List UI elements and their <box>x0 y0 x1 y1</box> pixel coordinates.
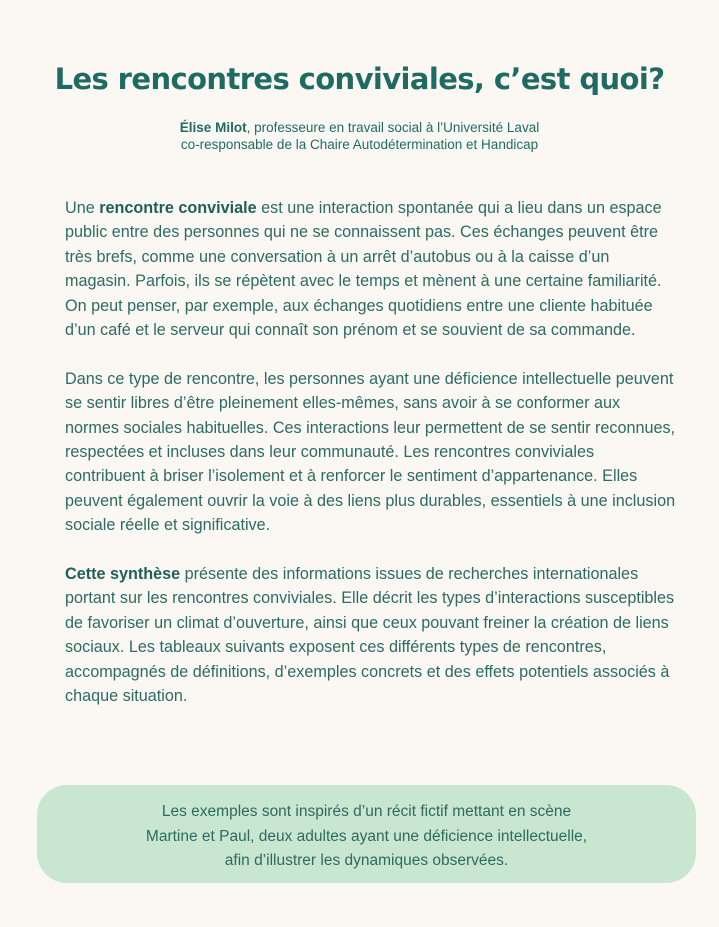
callout-note <box>37 785 696 883</box>
author-line-1 <box>0 119 719 136</box>
paragraph-benefits: Dans ce type de rencontre, les personnes ayant une déficience intellectuelle peuvent se sentir libres d’être pleinement elles-mêmes, sans avoir à se conformer aux normes sociales habituelles. Ces interactions leur permettent de se sentir reconnues, respectées et incluses dans leur communauté. Les rencontres conviviales contribuent à briser l’isolement et à renforcer le sentiment d’appartenance. Elles peuvent également ouvrir la voie à des liens plus durables, essentiels à une inclusion sociale réelle et significative. <box>65 369 676 535</box>
paragraph-text: présente des informations issues de recherches internationales portant sur les rencontres conviviales. Elle décrit les types d’interactions susceptibles de favoriser un climat d’ouverture, ainsi que ceux pouvant freiner la création de liens sociaux. Les tableaux suivants exposent ces différents types de rencontres, accompagnés de définitions, d’exemples concrets et des effets potentiels associés à chaque situation. <box>65 565 675 706</box>
paragraph-definition <box>65 196 677 342</box>
note-line-1: Les exemples sont inspirés d’un récit fictif mettant en scène <box>161 803 572 820</box>
paragraph-text: est une interaction spontanée qui a lieu dans un espace public entre des personnes qui ne se connaissent pas. Ces échanges peuvent être très brefs, comme une conversation à un arrêt d’autobus ou à la caisse d’un magasin. Parfois, ils se répètent avec le temps et mènent à une certaine familiarité. On peut penser, par exemple, aux échanges quotidiens entre une cliente habituée d’un café et le serveur qui connaît son prénom et se souvient de sa commande. <box>65 199 662 340</box>
author-name: Élise Milot <box>179 120 247 135</box>
author-role: , professeure en travail social à l’Université Laval <box>246 120 540 135</box>
paragraph-synthesis <box>65 562 677 708</box>
paragraph-lead: Une <box>65 199 100 217</box>
key-term: Cette synthèse <box>65 565 181 584</box>
author-line-2: co-responsable de la Chaire Autodétermination et Handicap <box>180 137 539 152</box>
note-line-2: Martine et Paul, deux adultes ayant une déficience intellectuelle, <box>145 827 588 845</box>
page-title: Les rencontres conviviales, c’est quoi? <box>54 62 665 96</box>
article-body <box>65 196 677 733</box>
note-line-3: afin d’illustrer les dynamiques observées. <box>224 852 509 869</box>
key-term: rencontre conviviale <box>99 199 257 217</box>
author-byline <box>0 119 719 153</box>
